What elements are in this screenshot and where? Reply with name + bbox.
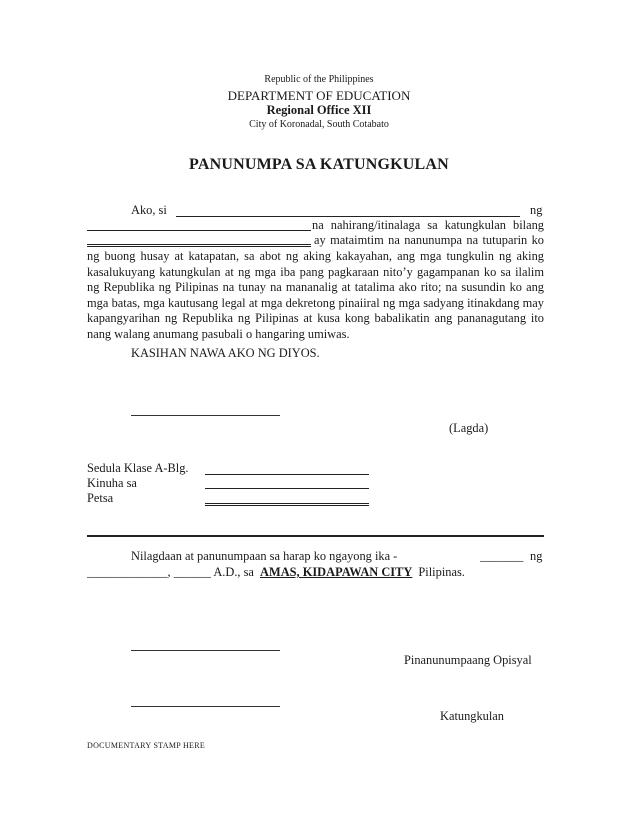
jurat-place: AMAS, KIDAPAWAN CITY [260,565,413,579]
header-republic: Republic of the Philippines [264,74,374,85]
oath-line2: na nahirang/itinalaga sa katungkulan bilang [312,218,544,232]
oath-ako-si: Ako, si [131,203,167,217]
cedula-place-line [205,488,369,489]
position-signature-line [131,706,280,707]
jurat-ng: ng [530,549,543,563]
cedula-label: Sedula Klase A-Blg. [87,461,189,475]
header-department: DEPARTMENT OF EDUCATION [227,88,411,103]
document-title: PANUNUMPA SA KATUNGKULAN [189,156,449,173]
oath-line3: ay mataimtim na nanunumpa na tutuparin ko [314,233,544,247]
oath-body: ng buong husay at katapatan, sa abot ng aking kakayahan, ang mga tungkulin ng aking kasalukuyang katungkulan at ng mga iba pang pagkaraan nito’y gagampanan ko sa ilalim ng Republika ng Pilipinas na tunay na mananalig at tatalima ako rito; na susundin ko ang mga batas, mga kautusang legal at mga dekretong pinaiiral ng mga sadyang itinakdang may kapangyarihan ng Republika ng Pilipinas at kusa kong babalikatin ang pananagutang ito nang walang anumang pasubali o hangaring umiwas. [87,249,544,341]
cedula-date-line [205,503,369,506]
jurat-country: Pilipinas. [418,565,465,579]
position-line [87,244,311,247]
signature-line [131,415,280,416]
officer-signature-line [131,650,280,651]
position-label: Katungkulan [440,709,505,723]
documentary-stamp-label: DOCUMENTARY STAMP HERE [87,741,206,750]
cedula-kinuha-label: Kinuha sa [87,476,137,490]
jurat-line1: Nilagdaan at panunumpaan sa harap ko ngayong ika - [131,549,398,563]
signature-label: (Lagda) [449,421,489,435]
cedula-petsa-label: Petsa [87,491,114,505]
oath-ng: ng [530,203,543,217]
jurat-line2 [87,565,465,581]
section-divider [87,535,544,537]
cedula-number-line [205,474,369,475]
jurat-day-blank: _______ [480,549,524,563]
oath-closing: KASIHAN NAWA AKO NG DIYOS. [131,346,320,360]
header-office: Regional Office XII [266,103,372,117]
header-city: City of Koronadal, South Cotabato [249,119,389,130]
jurat-date-blanks: _____________, ______ A.D., sa [87,565,254,579]
officer-label: Pinanunumpaang Opisyal [404,653,532,667]
appointed-line [87,230,311,231]
name-line [176,216,520,217]
